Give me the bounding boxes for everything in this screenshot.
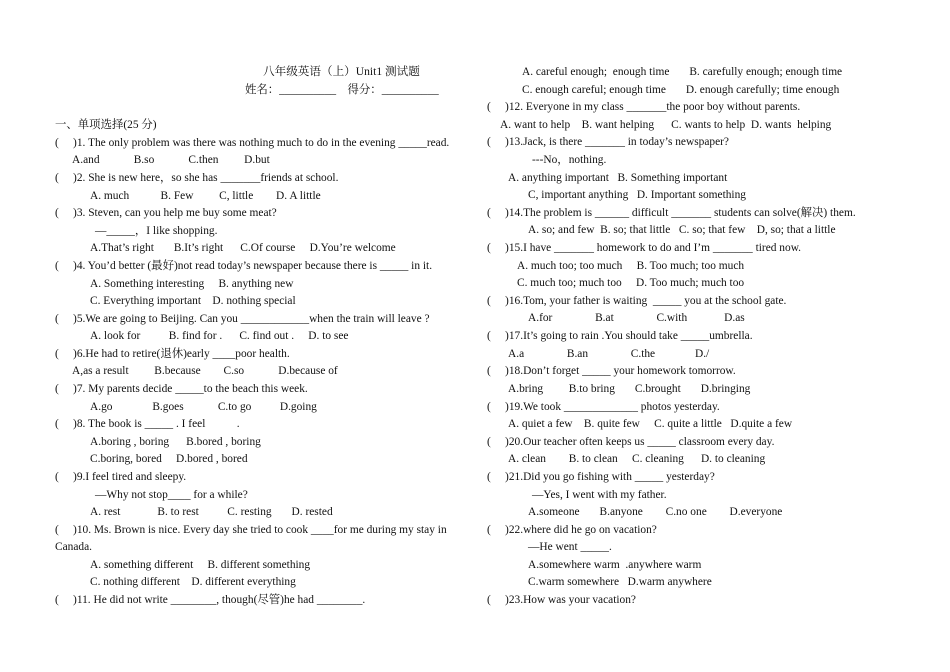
left-line: ( )4. You’d better (最好)not read today’s newspaper because there is _____ in it. <box>55 260 433 272</box>
name-score-line: 姓名：__________ 得分：__________ <box>245 84 439 96</box>
right-line: C. much too; much too D. Too much; much too <box>517 277 745 289</box>
left-line: ( )1. The only problem was there was nothing much to do in the evening _____read. <box>55 137 450 149</box>
right-line: A.a B.an C.the D./ <box>508 348 710 360</box>
left-line: Canada. <box>55 541 93 553</box>
left-line: ( )5.We are going to Beijing. Can you ____________when the train will leave ? <box>55 313 430 325</box>
right-line: A.for B.at C.with D.as <box>528 312 745 324</box>
left-line: A. Something interesting B. anything new <box>90 278 294 290</box>
right-line: ( )19.We took _____________ photos yesterday. <box>487 401 720 413</box>
left-line: ( )8. The book is _____ . I feel . <box>55 418 240 430</box>
right-line: ( )12. Everyone in my class _______the poor boy without parents. <box>487 101 801 113</box>
right-line: C. enough careful; enough time D. enough carefully; time enough <box>522 84 840 96</box>
right-line: A. much too; too much B. Too much; too much <box>517 260 745 272</box>
right-line: ( )17.It’s going to rain .You should take _____umbrella. <box>487 330 753 342</box>
left-line: C. Everything important D. nothing special <box>90 295 296 307</box>
left-line: A.and B.so C.then D.but <box>72 154 270 166</box>
left-line: ( )9.I feel tired and sleepy. <box>55 471 187 483</box>
right-line: A.bring B.to bring C.brought D.bringing <box>508 383 751 395</box>
right-line: A. so; and few B. so; that little C. so; that few D, so; that a little <box>528 224 836 236</box>
right-line: ( )14.The problem is ______ difficult _______ students can solve(解决) them. <box>487 207 856 219</box>
left-line: A. something different B. different something <box>90 559 311 571</box>
right-line: A. clean B. to clean C. cleaning D. to cleaning <box>508 453 766 465</box>
left-line: —_____，I like shopping. <box>95 225 218 237</box>
left-line: ( )7. My parents decide _____to the beach this week. <box>55 383 308 395</box>
left-line: A.That’s right B.It’s right C.Of course D.You’re welcome <box>90 242 396 254</box>
left-line: —Why not stop____ for a while? <box>95 489 248 501</box>
right-line: ( )18.Don’t forget _____ your homework tomorrow. <box>487 365 736 377</box>
right-line: ---No，nothing. <box>532 154 607 166</box>
section-heading: 一、单项选择(25 分) <box>55 119 157 131</box>
page-title: 八年级英语（上）Unit1 测试题 <box>263 65 420 78</box>
right-line: ( )16.Tom, your father is waiting _____ you at the school gate. <box>487 295 787 307</box>
right-line: —He went _____. <box>528 541 612 553</box>
right-line: C, important anything D. Important something <box>528 189 746 201</box>
right-line: A.somewhere warm .anywhere warm <box>528 559 702 571</box>
right-line: A. anything important B. Something important <box>508 172 728 184</box>
right-line: ( )13.Jack, is there _______ in today’s newspaper? <box>487 136 729 148</box>
right-line: —Yes, I went with my father. <box>532 489 667 501</box>
left-line: A.boring , boring B.bored , boring <box>90 436 261 448</box>
right-line: ( )22.where did he go on vacation? <box>487 524 657 536</box>
right-line: A. careful enough; enough time B. carefully enough; enough time <box>522 66 843 78</box>
right-line: ( )20.Our teacher often keeps us _____ classroom every day. <box>487 436 775 448</box>
left-line: A. much B. Few C, little D. A little <box>90 190 321 202</box>
left-line: C. nothing different D. different everything <box>90 576 296 588</box>
left-line: ( )10. Ms. Brown is nice. Every day she tried to cook ____for me during my stay in <box>55 524 447 536</box>
right-line: ( )23.How was your vacation? <box>487 594 636 606</box>
right-line: ( )21.Did you go fishing with _____ yesterday? <box>487 471 715 483</box>
left-line: A. look for B. find for . C. find out . D. to see <box>90 330 349 342</box>
left-line: A.go B.goes C.to go D.going <box>90 401 317 413</box>
right-line: C.warm somewhere D.warm anywhere <box>528 576 712 588</box>
left-line: A. rest B. to rest C. resting D. rested <box>90 506 333 518</box>
left-line: ( )2. She is new here，so she has _______friends at school. <box>55 172 339 184</box>
right-line: ( )15.I have _______ homework to do and I’m _______ tired now. <box>487 242 802 254</box>
left-line: ( )6.He had to retire(退休)early ____poor health. <box>55 348 290 360</box>
left-line: ( )11. He did not write ________, though(尽管)he had ________. <box>55 594 366 606</box>
left-line: C.boring, bored D.bored , bored <box>90 453 248 465</box>
right-line: A. want to help B. want helping C. wants to help D. wants helping <box>500 119 832 131</box>
left-line: ( )3. Steven, can you help me buy some meat? <box>55 207 277 219</box>
right-line: A. quiet a few B. quite few C. quite a little D.quite a few <box>508 418 793 430</box>
left-line: A,as a result B.because C.so D.because of <box>72 365 338 377</box>
right-line: A.someone B.anyone C.no one D.everyone <box>528 506 783 518</box>
